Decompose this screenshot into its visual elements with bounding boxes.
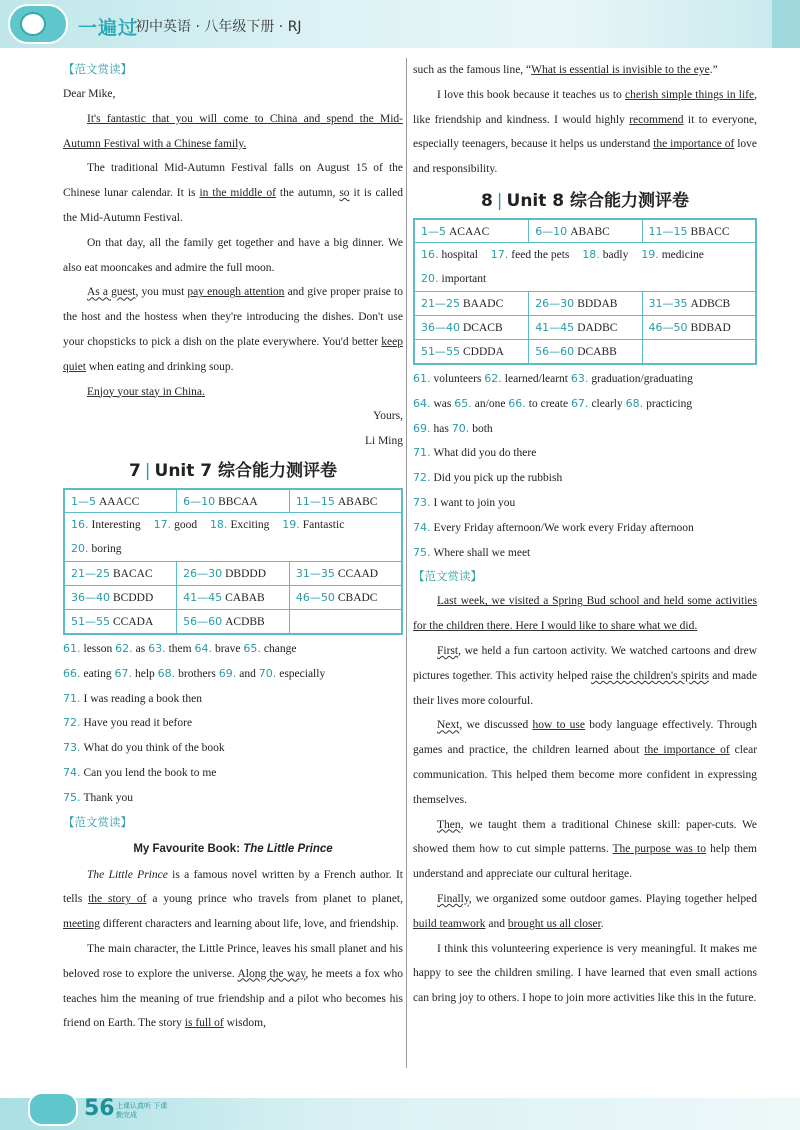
letter-greeting: Dear Mike, — [63, 88, 116, 100]
table-cell: 16. Interesting 17. good 18. Exciting 19. Fantastic 20. boring — [64, 513, 402, 562]
answer-71: 71. What did you do there — [413, 446, 537, 460]
essay-paragraph-1: The Little Prince is a famous novel written by a French author. It tells the story of a young prince who travels from planet to planet, meeting different characters and learning about life, love, and friendship. — [63, 868, 404, 931]
essay-paragraph-2-cont: such as the famous line, “What is essential is invisible to the eye.” — [413, 64, 718, 76]
answer-74: 74. Every Friday afternoon/We work every Friday afternoon — [413, 520, 694, 534]
table-row — [64, 586, 402, 610]
essay3-paragraph-2: First, we held a fun cartoon activity. We watched cartoons and drew pictures together. This activity helped raise the children's spirits and made their lives more colourful. — [413, 644, 757, 707]
phrase-wavy: so — [339, 187, 350, 200]
table-cell: 16. hospital 17. feed the pets 18. badly 19. medicine 20. important — [414, 243, 756, 292]
text: when eating and drinking soup. — [86, 360, 234, 373]
answer-72: 72. Did you pick up the rubbish — [413, 471, 563, 485]
table-row — [64, 513, 402, 562]
table-row — [414, 243, 756, 292]
answers-61-63: 61. volunteers 62. learned/learnt 63. graduation/graduating — [413, 371, 693, 385]
answer-72: 72. Have you read it before — [63, 716, 193, 730]
table-cell: 6—10 BBCAA — [177, 489, 290, 513]
essay-paragraph-3: I love this book because it teaches us to cherish simple things in life, like friendship and kindness. I would highly recommend it to everyone, especially teenagers, because it helps us understand the importance of love and responsibility. — [413, 88, 757, 176]
phrase-wavy: As a guest — [87, 286, 136, 299]
answers-66-70: 66. eating 67. help 68. brothers 69. and 70. especially — [63, 666, 326, 680]
text: The traditional Mid-Autumn Festival falls on August 15 of the Chinese lunar calendar. It is — [63, 162, 403, 200]
table-cell: 36—40 BCDDD — [64, 586, 177, 610]
text: and give proper praise to the host and the hostess when they're introducing the dishes. Don't use your chopsticks to pick a dish on the plate everywhere. You'd better — [63, 286, 403, 348]
essay3-paragraph-6: I think this volunteering experience is very meaningful. It makes me happy to see the children smiling. I have learned that even small actions can bring joy to others. I hope to join more activities like this in the future. — [413, 942, 757, 1005]
table-cell: 11—15 BBACC — [642, 219, 756, 243]
table-row — [414, 316, 756, 340]
mascot-logo — [8, 4, 68, 44]
phrase-underline: in the middle of — [199, 187, 276, 200]
table-cell: 51—55 CCADA — [64, 610, 177, 634]
answers-69-70: 69. has 70. both — [413, 421, 493, 435]
text: the autumn, — [275, 187, 340, 200]
section-tag: 【范文赏读】 — [63, 814, 132, 829]
page-header — [0, 0, 800, 50]
footer-note: 上课认真听 下课勤完成 — [116, 1102, 168, 1119]
text: , you must — [135, 286, 188, 299]
table-row — [414, 292, 756, 316]
table-row — [414, 340, 756, 364]
table-cell: 1—5 ACAAC — [414, 219, 529, 243]
table-row — [414, 219, 756, 243]
table-cell — [289, 610, 402, 634]
table-cell: 56—60 ACDBB — [177, 610, 290, 634]
page-footer — [0, 1092, 800, 1130]
essay-title: My Favourite Book: The Little Prince — [133, 842, 333, 855]
table-cell: 36—40 DCACB — [414, 316, 529, 340]
section-tag: 【范文赏读】 — [413, 569, 482, 584]
essay3-paragraph-5: Finally, we organized some outdoor games. Playing together helped build teamwork and brought us all closer. — [413, 892, 757, 930]
unit-title-text: Unit 8 综合能力测评卷 — [506, 190, 690, 211]
answer-75: 75. Thank you — [63, 790, 134, 804]
table-row — [64, 610, 402, 634]
essay-paragraph-2: The main character, the Little Prince, leaves his small planet and his beloved rose to explore the universe. Along the way, he meets a fox who teaches him the meaning of true friendship and a pilot who becomes his friend on Earth. The story is full of wisdom, — [63, 942, 404, 1030]
table-cell: 56—60 DCABB — [529, 340, 642, 364]
section-tag: 【范文赏读】 — [63, 62, 132, 76]
answers-64-68: 64. was 65. an/one 66. to create 67. clearly 68. practicing — [413, 396, 693, 410]
mascot-icon — [28, 1092, 78, 1126]
answers-61-65: 61. lesson 62. as 63. them 64. brave 65. change — [63, 641, 297, 655]
essay3-paragraph-3: Next, we discussed how to use body language effectively. Through games and practice, the children learned about the importance of clear communication. This helped them become more confident in expressing themselves. — [413, 719, 758, 806]
table-cell: 46—50 CBADC — [289, 586, 402, 610]
answer-71: 71. I was reading a book then — [63, 691, 202, 705]
letter-signature: Li Ming — [364, 435, 403, 448]
table-row — [64, 489, 402, 513]
underlined-sentence: Enjoy your stay in China. — [87, 385, 205, 398]
page-number: 56 — [84, 1096, 115, 1121]
underlined-sentence: It's fantastic that you will come to China and spend the Mid-Autumn Festival with a Chinese family. — [63, 112, 403, 150]
essay3-paragraph-1: Last week, we visited a Spring Bud school and held some activities for the children there. Here I would like to share what we did. — [413, 595, 757, 633]
answer-75: 75. Where shall we meet — [413, 545, 531, 559]
unit-number: 7 — [128, 460, 141, 481]
brand-title: 一遍过 — [78, 17, 139, 39]
table-cell: 41—45 DADBC — [529, 316, 642, 340]
table-cell: 21—25 BACAC — [64, 562, 177, 586]
table-cell: 6—10 ABABC — [529, 219, 642, 243]
table-cell: 51—55 CDDDA — [414, 340, 529, 364]
table-row — [64, 562, 402, 586]
table-cell: 31—35 ADBCB — [642, 292, 756, 316]
table-cell: 41—45 CABAB — [177, 586, 290, 610]
letter-paragraph-5 — [63, 380, 403, 405]
table-cell: 31—35 CCAAD — [289, 562, 402, 586]
left-column — [63, 58, 403, 1036]
answer-73: 73. I want to join you — [413, 495, 516, 509]
unit7-title: 7 | Unit 7 综合能力测评卷 — [128, 460, 338, 481]
unit7-answer-table — [63, 488, 403, 635]
answer-74: 74. Can you lend the book to me — [63, 765, 217, 779]
unit8-answer-table — [413, 218, 757, 365]
table-cell: 1—5 AAACC — [64, 489, 177, 513]
book-subtitle: 初中英语 · 八年级下册 · RJ — [135, 19, 302, 35]
letter-paragraph-2 — [63, 156, 403, 230]
letter-paragraph-3: On that day, all the family get together and have a big dinner. We also eat mooncakes and admire the full moon. — [63, 236, 403, 274]
table-cell: 11—15 ABABC — [289, 489, 402, 513]
answer-73: 73. What do you think of the book — [63, 741, 225, 755]
unit8-title: 8 | Unit 8 综合能力测评卷 — [480, 190, 690, 211]
letter-paragraph-4 — [63, 280, 403, 379]
column-divider — [406, 58, 407, 1068]
table-cell: 21—25 BAADC — [414, 292, 529, 316]
table-cell: 26—30 DBDDD — [177, 562, 290, 586]
letter-paragraph-1 — [63, 107, 403, 157]
table-cell: 46—50 BDBAD — [642, 316, 756, 340]
header-edge-tab — [772, 0, 800, 48]
right-column — [413, 58, 757, 1011]
text: it is called the Mid-Autumn Festival. — [63, 187, 404, 224]
unit-title-text: Unit 7 综合能力测评卷 — [154, 460, 338, 481]
table-cell — [642, 340, 756, 364]
essay3-paragraph-4: Then, we taught them a traditional Chinese skill: paper-cuts. We showed them how to cut simple patterns. The purpose was to help them understand and appreciate our cultural heritage. — [413, 818, 757, 881]
phrase-underline: keep quiet — [63, 335, 403, 373]
phrase-underline: pay enough attention — [187, 286, 285, 299]
unit-number: 8 — [480, 190, 493, 211]
letter-closing: Yours, — [373, 410, 403, 423]
table-cell: 26—30 BDDAB — [529, 292, 642, 316]
